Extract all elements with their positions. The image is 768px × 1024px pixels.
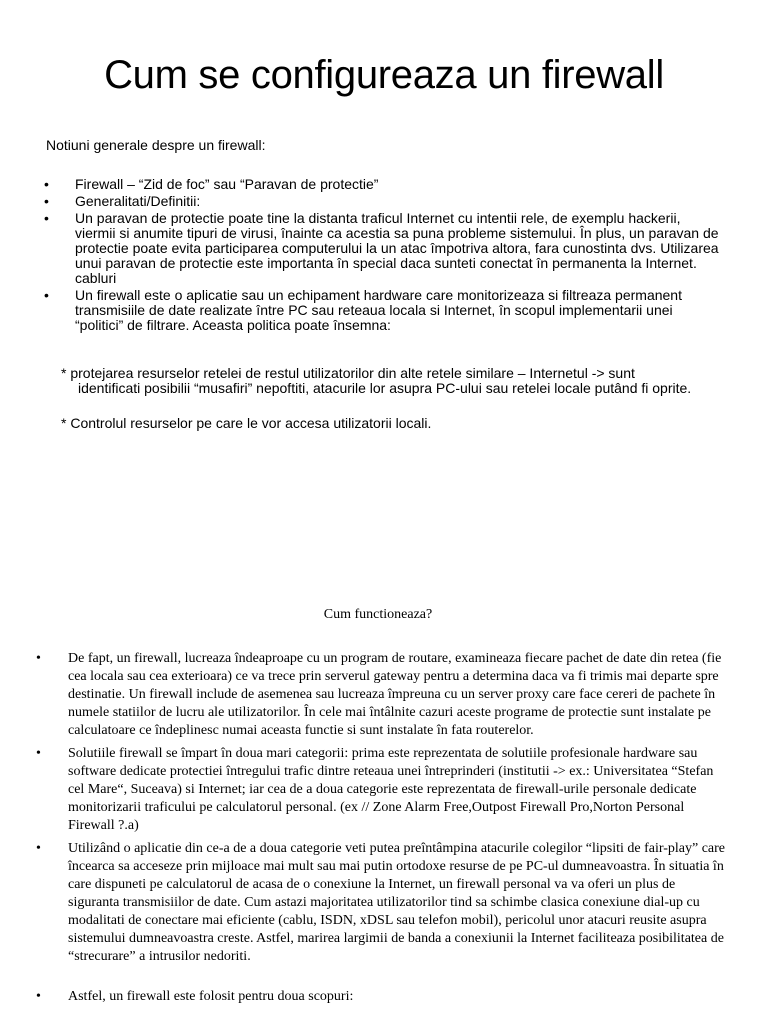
section-bullet-list (36, 650, 726, 1011)
sub-point-continuation: identificati posibilii “musafiri” nepoftiti, atacurile lor asupra PC-ului sau retelei locale putând fi oprite. (78, 380, 692, 396)
list-item (44, 288, 724, 333)
section-heading: Cum functioneaza? (323, 607, 433, 622)
list-item-text: Firewall – “Zid de foc” sau “Paravan de protectie” (75, 176, 379, 192)
list-item (44, 211, 724, 286)
list-item-text: Un firewall este o aplicatie sau un echipament hardware care monitorizeaza si filtreaza permanent transmisiile de date realizate între PC sau reteaua locala si Internet, în scopul implementarii unei “politici” de filtrare. Aceasta politica poate însemna: (75, 287, 682, 333)
bullet-icon: • (36, 841, 41, 856)
list-item-text: Generalitati/Definitii: (75, 193, 201, 209)
list-item-text: Un paravan de protectie poate tine la distanta traficul Internet cu intentii rele, de exemplu hackerii, viermii si anumite tipuri de virusi, înainte ca acestia sa puna probleme sistemului. În plus, un paravan de protectie poate evita participarea computerului la un atac împotriva altora, fara cunostinta dvs. Utilizarea unui paravan de protectie este importanta în special daca sunteti conectat în permanenta la Internet. cabluri (75, 210, 719, 286)
bullet-icon: • (44, 176, 49, 192)
page-title: Cum se configureaza un firewall (104, 53, 664, 97)
bullet-icon: • (36, 746, 41, 761)
list-item-text: De fapt, un firewall, lucreaza îndeaproape cu un program de routare, examineaza fiecare pachet de date din retea (fie cea locala sau cea exterioara) ce va trece prin serverul gateway pentru a determina daca va fi trimis mai departe spre destinatie. Un firewall include de asemenea sau lucreaza împreuna cu un server proxy care face cereri de pachete în numele statiilor de lucru ale utilizatorilor. În cele mai întâlnite cazuri aceste programe de protectie sunt instalate pe calculatoare ce îndeplinesc numai aceasta functie si sunt instalate în fata routerelor. (68, 651, 722, 738)
list-item (36, 988, 726, 1006)
list-item-text: Utilizând o aplicatie din ce-a de a doua categorie veti putea preîntâmpina atacurile colegilor “lipsiti de fair-play” care încearca sa acceseze prin mijloace mai mult sau mai putin ortodoxe resurse de pe PC-ul dumneavoastra. În situatia în care dispuneti pe calculatorul de acasa de o conexiune la Internet, un firewall personal va va oferi un plus de siguranta transmisiilor de date. Cum astazi majoritatea utilizatorilor tind sa schimbe clasica conexiune dial-up cu modalitati de conectare mai eficiente (cablu, ISDN, xDSL sau telefon mobil), pericolul unor atacuri reusite asupra sistemului dumneavoastra creste. Astfel, marirea largimii de banda a conexiunii la Internet faciliteaza posibilitatea de “strecurare” a intrusilor nedoriti. (68, 841, 726, 964)
bullet-icon: • (36, 989, 41, 1004)
bullet-list (44, 177, 724, 335)
list-item (44, 177, 724, 192)
list-item-text: Astfel, un firewall este folosit pentru doua scopuri: (68, 989, 354, 1004)
bullet-icon: • (36, 651, 41, 666)
sub-point (61, 366, 701, 396)
list-item (36, 745, 726, 835)
sub-point-text: * Controlul resurselor pe care le vor accesa utilizatorii locali. (61, 415, 432, 431)
list-item (36, 840, 726, 966)
bullet-icon: • (44, 287, 49, 303)
list-item (36, 650, 726, 740)
bullet-icon: • (44, 193, 49, 209)
bullet-icon: • (44, 210, 49, 226)
list-item-text: Solutiile firewall se împart în doua mari categorii: prima este reprezentata de solutiile profesionale hardware sau software dedicate protectiei întregului trafic dintre reteaua unei întreprinderi (institutii -> ex.: Universitatea “Stefan cel Mare“, Suceava) si Internet; iar cea de a doua categorie este reprezentata de firewall-urile personale dedicate monitorizarii traficului pe calculatorul personal. (ex // Zone Alarm Free,Outpost Firewall Pro,Norton Personal Firewall ?.a) (68, 746, 714, 833)
sub-point-text: * protejarea resurselor retelei de restul utilizatorilor din alte retele similare – Internetul -> sunt (61, 365, 635, 381)
sub-point (61, 416, 701, 431)
intro-heading: Notiuni generale despre un firewall: (46, 137, 266, 153)
list-item (44, 194, 724, 209)
